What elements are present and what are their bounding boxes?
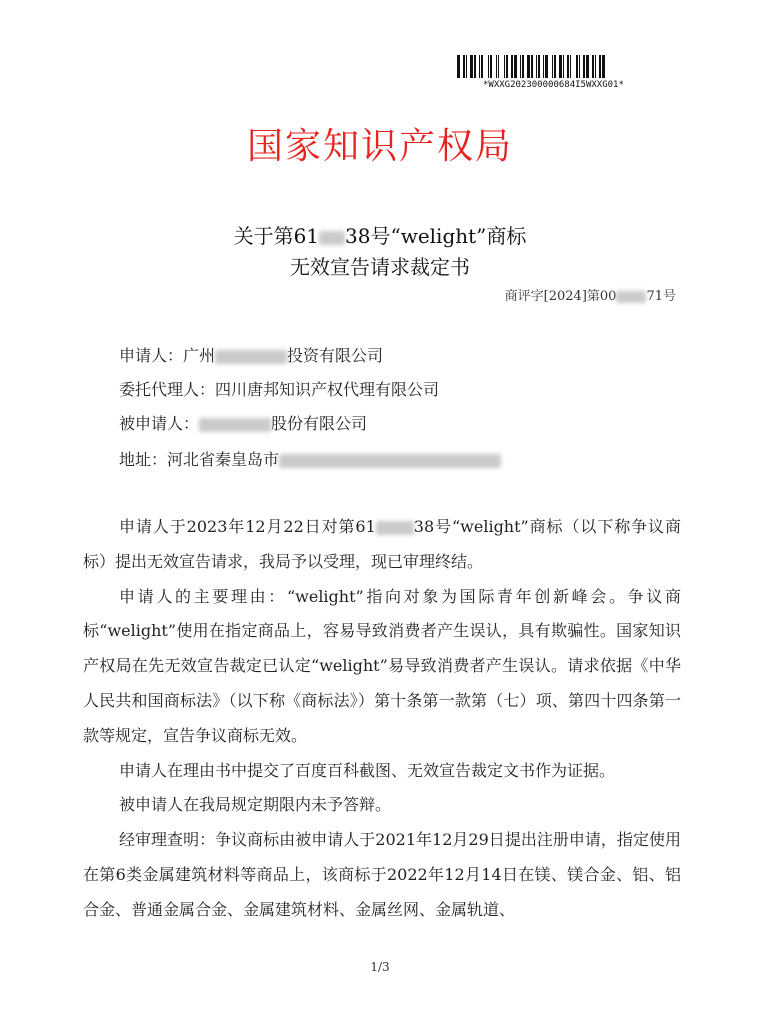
barcode-bar [463, 55, 465, 78]
barcode-bar [586, 55, 589, 78]
barcode-bar [590, 55, 591, 78]
barcode-image [457, 55, 655, 78]
barcode-bar [597, 55, 598, 78]
respondent-suffix: 股份有限公司 [271, 414, 368, 433]
agent-label: 委托代理人： [119, 380, 216, 399]
barcode-bar [484, 55, 487, 78]
barcode-bar [572, 55, 575, 78]
barcode-bar [554, 55, 556, 78]
barcode-bar [488, 55, 489, 78]
doc-number-prefix: 商评字[2024]第00 [504, 289, 617, 304]
respondent-label: 被申请人： [119, 414, 200, 433]
barcode-bar [511, 55, 513, 78]
title-suffix: 38号“welight”商标 [345, 224, 527, 248]
barcode-bar [457, 55, 460, 78]
barcode-bar [563, 55, 564, 78]
barcode-bar [493, 55, 495, 78]
paragraph-1 [83, 510, 681, 580]
barcode-bar [477, 55, 478, 78]
barcode-bar [509, 55, 510, 78]
paragraph-5: 经审理查明：争议商标由被申请人于2021年12月29日提出注册申请，指定使用在第6类金属建筑材料等商品上，该商标于2022年12月14日在镁、镁合金、铝、铝合金、普通金属合金、金属建筑材料、金属丝网、金属轨道、 [83, 830, 681, 919]
barcode-bar [570, 55, 571, 78]
barcode-bar [506, 55, 508, 78]
redacted-mark [215, 350, 287, 364]
barcode-bar [541, 55, 542, 78]
document-number [505, 285, 676, 304]
agent-value: 四川唐邦知识产权代理有限公司 [215, 380, 440, 399]
barcode-bar [557, 55, 558, 78]
barcode-bar [583, 55, 585, 78]
p1-part-b: 38号“welight”商标（以下称争议商标）提出无效宣告请求，我局予以受理，现已审理终结。 [83, 517, 681, 571]
applicant-suffix: 投资有限公司 [287, 346, 384, 365]
barcode-bar [559, 55, 562, 78]
redacted-mark [376, 521, 414, 535]
barcode-bar [599, 55, 601, 78]
barcode-bar [490, 55, 492, 78]
org-name-heading: 国家知识产权局 [246, 126, 513, 167]
barcode-bar [514, 55, 517, 78]
barcode-bar [518, 55, 519, 78]
barcode-bar [498, 55, 499, 78]
barcode-text: *WXXG202300000684I5WXXG01* [483, 80, 624, 90]
barcode-bar [496, 55, 497, 78]
barcode-bar [470, 55, 473, 78]
barcode-bar [520, 55, 521, 78]
barcode-bar [466, 55, 467, 78]
paragraph-2: 申请人的主要理由：“welight”指向对象为国际青年创新峰会。争议商标“welight”使用在指定商品上，容易导致消费者产生误认，具有欺骗性。国家知识产权局在先无效宣告裁定已认定“welight”易导致消费者产生误认。请求依据《中华人民共和国商标法》（以下称《商标法》）第十条第一款第（七）项、第四十四条第一款等规定，宣告争议商标无效。 [83, 586, 681, 745]
redacted-mark [199, 418, 271, 432]
applicant-label: 申请人： [119, 346, 184, 365]
title-prefix: 关于第61 [233, 224, 320, 248]
barcode-bar [481, 55, 483, 78]
barcode-bar [500, 55, 503, 78]
document-title-line1 [0, 220, 760, 249]
barcode-bar [527, 55, 530, 78]
barcode-bar [592, 55, 594, 78]
barcode-bar [579, 55, 580, 78]
redacted-mark [319, 231, 345, 245]
barcode-bar [545, 55, 548, 78]
barcode-bar [474, 55, 476, 78]
barcode-bar [468, 55, 469, 78]
redacted-mark [616, 291, 646, 303]
address-label: 地址： [119, 450, 168, 469]
address-prefix: 河北省秦皇岛市 [167, 450, 280, 469]
document-title-line2: 无效宣告请求裁定书 [290, 255, 470, 279]
address-line [119, 447, 501, 470]
barcode-bar [565, 55, 566, 78]
barcode-bar [602, 55, 605, 78]
barcode-bar [581, 55, 582, 78]
p1-part-a: 申请人于2023年12月22日对第61 [119, 517, 376, 536]
barcode-bar [538, 55, 540, 78]
barcode-bar [536, 55, 537, 78]
barcode-bar [504, 55, 505, 78]
applicant-line [119, 343, 383, 366]
redacted-mark [279, 454, 501, 468]
barcode-bar [461, 55, 462, 78]
paragraph-3: 申请人在理由书中提交了百度百科截图、无效宣告裁定文书作为证据。 [119, 760, 616, 780]
barcode-bar [595, 55, 596, 78]
barcode-bar [549, 55, 551, 78]
body-text [83, 510, 681, 928]
barcode-bar [525, 55, 526, 78]
barcode-bar [479, 55, 480, 78]
paragraph-4: 被申请人在我局规定期限内未予答辩。 [119, 795, 392, 815]
agent-line [119, 377, 439, 400]
barcode-bar [522, 55, 524, 78]
doc-number-suffix: 71号 [646, 289, 676, 304]
barcode-bar [576, 55, 578, 78]
barcode-bar [531, 55, 533, 78]
barcode-bar [534, 55, 535, 78]
barcode-bar [543, 55, 544, 78]
barcode-bar [567, 55, 569, 78]
page-number: 1/3 [370, 960, 390, 974]
respondent-line [119, 411, 367, 434]
applicant-prefix: 广州 [183, 346, 216, 365]
barcode-bar [552, 55, 553, 78]
